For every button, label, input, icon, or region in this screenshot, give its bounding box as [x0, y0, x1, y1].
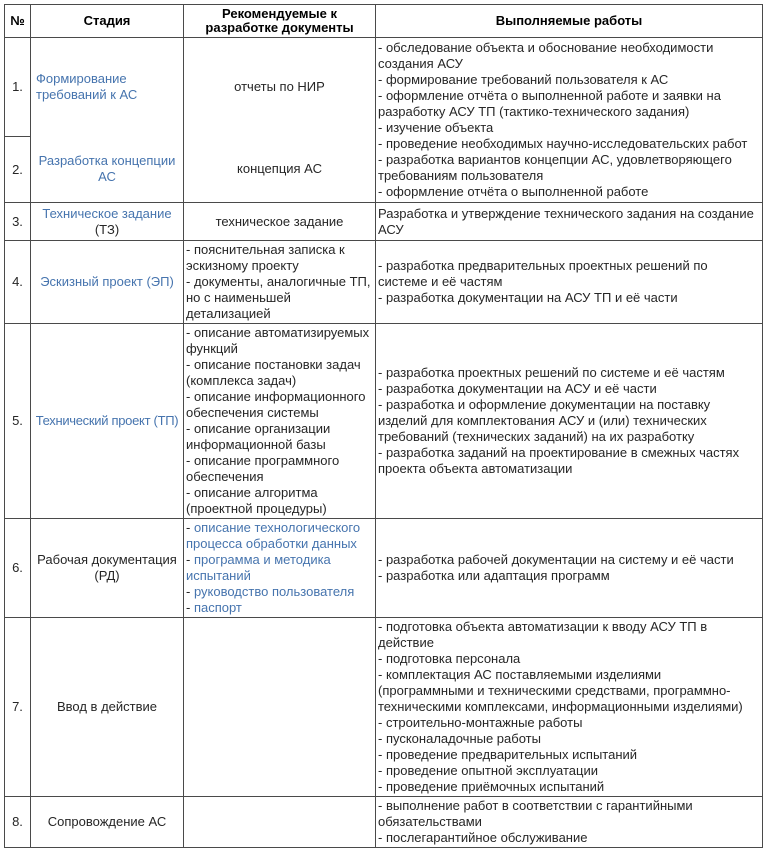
dash-bullet: -	[186, 520, 194, 535]
works-cell-1-2	[376, 38, 763, 203]
dash-bullet: -	[378, 798, 386, 813]
stage-link-razrabotka-koncepcii[interactable]: Разработка концепции АС	[38, 153, 176, 184]
list-item	[378, 136, 760, 152]
dash-bullet: -	[378, 258, 386, 273]
list-item	[378, 619, 760, 651]
dash-bullet: -	[378, 184, 386, 199]
dash-bullet: -	[186, 325, 194, 340]
list-item	[378, 731, 760, 747]
list-item	[378, 779, 760, 795]
item-text: разработка документации на АСУ ТП и её части	[385, 290, 678, 305]
works-cell-4	[376, 241, 763, 324]
list-item	[186, 274, 373, 322]
item-text: проведение необходимых научно-исследовательских работ	[385, 136, 748, 151]
dash-bullet: -	[378, 136, 386, 151]
stages-table	[4, 4, 763, 848]
doc-link-item	[186, 520, 373, 552]
list-item	[378, 40, 760, 72]
item-text: подготовка объекта автоматизации к вводу АСУ ТП в действие	[378, 619, 708, 650]
table-row-6	[5, 519, 763, 618]
list-item	[186, 242, 373, 274]
docs-cell-3	[184, 203, 376, 241]
list-item	[378, 651, 760, 667]
docs-cell-4	[184, 241, 376, 324]
doc-link-item	[186, 552, 373, 584]
row4-number: 4.	[5, 241, 31, 324]
row2-number: 2.	[5, 137, 31, 203]
table-row-4	[5, 241, 763, 324]
header-row	[5, 5, 763, 38]
works-cell-3	[376, 203, 763, 241]
item-text: подготовка персонала	[385, 651, 521, 666]
works-cell-8	[376, 797, 763, 848]
works-list-6	[378, 552, 760, 584]
doc-link[interactable]: программа и методика испытаний	[186, 552, 331, 583]
list-item	[378, 88, 760, 120]
dash-bullet: -	[378, 568, 386, 583]
doc-link-item	[186, 584, 373, 600]
list-item	[378, 830, 760, 846]
list-item	[378, 667, 760, 715]
dash-bullet: -	[378, 747, 386, 762]
list-item	[378, 763, 760, 779]
works-cell-7	[376, 618, 763, 797]
item-text: разработка или адаптация программ	[385, 568, 610, 583]
list-item	[186, 357, 373, 389]
dash-bullet: -	[378, 731, 386, 746]
stage-link-formirovanie-trebovanij[interactable]: Формирование требований к АС	[36, 71, 138, 102]
header-num: №	[5, 5, 31, 38]
list-item	[378, 365, 760, 381]
docs-cell-8-empty	[184, 797, 376, 848]
item-text: пояснительная записка к эскизному проекту	[186, 242, 345, 273]
item-text: комплектация АС поставляемыми изделиями (программными и техническими средствами, программно-техническими комплексами, информационными изделиями)	[378, 667, 743, 714]
stage-cell-4	[31, 241, 184, 324]
row5-number: 5.	[5, 324, 31, 519]
dash-bullet: -	[378, 830, 386, 845]
list-item	[378, 568, 760, 584]
dash-bullet: -	[378, 552, 386, 567]
item-text: описание автоматизируемых функций	[186, 325, 370, 356]
works-list-5	[378, 365, 760, 477]
dash-bullet: -	[186, 584, 194, 599]
list-item	[378, 552, 760, 568]
docs-list-4	[186, 242, 373, 322]
stage-text-rabochaya-dokumentaciya: Рабочая документация (РД)	[37, 552, 177, 583]
doc-link-item	[186, 600, 373, 616]
item-text: описание постановки задач (комплекса задач)	[186, 357, 361, 388]
item-text: пусконаладочные работы	[385, 731, 541, 746]
list-item	[186, 485, 373, 517]
row3-number: 3.	[5, 203, 31, 241]
docs-cell-6	[184, 519, 376, 618]
works-text-3: Разработка и утверждение технического задания на создание АСУ	[378, 205, 754, 237]
docs-text-nir: отчеты по НИР	[234, 79, 325, 94]
dash-bullet: -	[378, 290, 386, 305]
item-text: описание информационного обеспечения системы	[186, 389, 366, 420]
docs-cell-5	[184, 324, 376, 519]
item-text: документы, аналогичные ТП, но с наименьшей детализацией	[186, 274, 371, 321]
dash-bullet: -	[186, 389, 194, 404]
dash-bullet: -	[378, 365, 386, 380]
row8-number: 8.	[5, 797, 31, 848]
row7-number: 7.	[5, 618, 31, 797]
item-text: описание алгоритма (проектной процедуры)	[186, 485, 327, 516]
dash-bullet: -	[378, 397, 386, 412]
dash-bullet: -	[186, 357, 194, 372]
item-text: оформление отчёта о выполненной работе	[385, 184, 649, 199]
item-text: описание организации информационной базы	[186, 421, 331, 452]
dash-bullet: -	[378, 88, 386, 103]
list-item	[378, 397, 760, 445]
item-text: разработка проектных решений по системе и её частям	[385, 365, 725, 380]
list-item	[378, 445, 760, 477]
item-text: обследование объекта и обоснование необходимости создания АСУ	[378, 40, 714, 71]
table-row-1	[5, 38, 763, 137]
docs-text-koncepcia: концепция АС	[237, 161, 322, 176]
stage-cell-8	[31, 797, 184, 848]
row6-number: 6.	[5, 519, 31, 618]
list-item	[186, 389, 373, 421]
list-item	[378, 120, 760, 136]
list-item	[186, 421, 373, 453]
works-cell-5	[376, 324, 763, 519]
list-item	[378, 152, 760, 184]
item-text: описание программного обеспечения	[186, 453, 340, 484]
docs-cell-7-empty	[184, 618, 376, 797]
list-item	[378, 715, 760, 731]
item-text: разработка заданий на проектирование в смежных частях проекта объекта автоматизации	[378, 445, 740, 476]
dash-bullet: -	[378, 779, 386, 794]
works-list-4	[378, 258, 760, 306]
dash-bullet: -	[378, 40, 386, 55]
dash-bullet: -	[186, 421, 194, 436]
dash-bullet: -	[378, 763, 386, 778]
dash-bullet: -	[378, 120, 386, 135]
dash-bullet: -	[378, 619, 386, 634]
list-item	[378, 381, 760, 397]
item-text: формирование требований пользователя к АС	[385, 72, 669, 87]
item-text: проведение приёмочных испытаний	[385, 779, 605, 794]
row1-number: 1.	[5, 38, 31, 137]
dash-bullet: -	[186, 242, 194, 257]
table-row-7	[5, 618, 763, 797]
docs-cell-1-2	[184, 38, 376, 203]
stage-cell-1-2	[31, 38, 184, 203]
docs-list-5	[186, 325, 373, 517]
item-text: изучение объекта	[385, 120, 494, 135]
item-text: разработка и оформление документации на поставку изделий для комплектования АСУ и (или) технических требований (технических заданий) на их разработку	[378, 397, 711, 444]
stage-link-tehnicheskoe-zadanie[interactable]: Техническое задание	[42, 205, 172, 221]
list-item	[378, 258, 760, 290]
dash-bullet: -	[186, 274, 194, 289]
dash-bullet: -	[378, 381, 386, 396]
item-text: строительно-монтажные работы	[385, 715, 583, 730]
dash-bullet: -	[378, 152, 386, 167]
stage-cell-5	[31, 324, 184, 519]
item-text: разработка предварительных проектных решений по системе и её частям	[378, 258, 708, 289]
works-list-1-2	[378, 40, 760, 200]
dash-bullet: -	[378, 715, 386, 730]
works-cell-6	[376, 519, 763, 618]
stage-text-soprovozhdenie-as: Сопровождение АС	[47, 814, 167, 829]
stage-link-tehnicheskij-proekt[interactable]: Технический проект (ТП)	[35, 413, 179, 428]
dash-bullet: -	[378, 445, 386, 460]
dash-bullet: -	[186, 453, 194, 468]
header-works: Выполняемые работы	[376, 5, 763, 38]
stage-cell-3	[31, 203, 184, 241]
stage-cell-7	[31, 618, 184, 797]
dash-bullet: -	[186, 552, 194, 567]
item-text: выполнение работ в соответствии с гарантийными обязательствами	[378, 798, 693, 829]
item-text: проведение предварительных испытаний	[385, 747, 638, 762]
list-item	[186, 325, 373, 357]
stage-text-vvod-v-dejstvie: Ввод в действие	[56, 699, 158, 714]
stage-link-eskiznyj-proekt[interactable]: Эскизный проект (ЭП)	[40, 274, 174, 289]
header-docs: Рекомендуемые к разработке документы	[184, 5, 376, 38]
table-row-3	[5, 203, 763, 241]
dash-bullet: -	[378, 651, 386, 666]
item-text: оформление отчёта о выполненной работе и заявки на разработку АСУ ТП (тактико-технического задания)	[378, 88, 721, 119]
dash-bullet: -	[186, 485, 194, 500]
table-row-8	[5, 797, 763, 848]
item-text: разработка рабочей документации на систему и её части	[385, 552, 734, 567]
dash-bullet: -	[378, 72, 386, 87]
works-list-8	[378, 798, 760, 846]
item-text: послегарантийное обслуживание	[385, 830, 588, 845]
list-item	[378, 798, 760, 830]
doc-link[interactable]: руководство пользователя	[193, 584, 355, 599]
item-text: разработка документации на АСУ и её части	[385, 381, 657, 396]
doc-link[interactable]: описание технологического процесса обработки данных	[186, 520, 361, 551]
doc-link[interactable]: паспорт	[193, 600, 242, 615]
dash-bullet: -	[186, 600, 194, 615]
docs-text-tz: техническое задание	[215, 213, 344, 229]
list-item	[378, 747, 760, 763]
stage-cell-6	[31, 519, 184, 618]
dash-bullet: -	[378, 667, 386, 682]
item-text: разработка вариантов концепции АС, удовлетворяющего требованиям пользователя	[378, 152, 732, 183]
list-item	[378, 184, 760, 200]
item-text: проведение опытной эксплуатации	[385, 763, 599, 778]
list-item	[186, 453, 373, 485]
table-row-5	[5, 324, 763, 519]
list-item	[378, 72, 760, 88]
works-list-7	[378, 619, 760, 795]
stage-suffix-tz: (ТЗ)	[94, 221, 120, 237]
header-stage: Стадия	[31, 5, 184, 38]
docs-links-list-6	[186, 520, 373, 616]
list-item	[378, 290, 760, 306]
